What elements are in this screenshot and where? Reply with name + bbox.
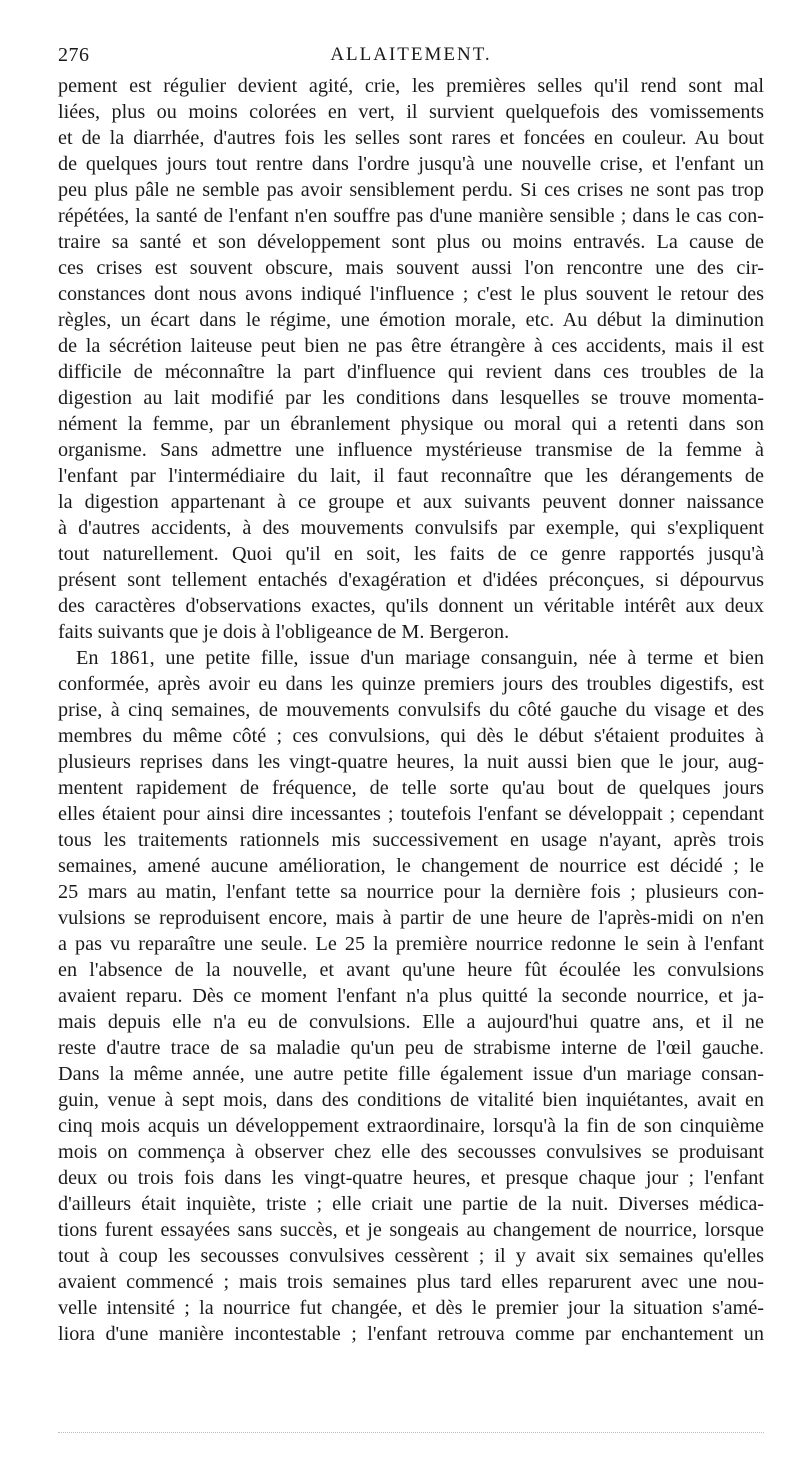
text-line: difficile de méconnaître la part d'influence qui revient dans ces troubles de la <box>58 361 764 383</box>
text-line: guin, venue à sept mois, dans des conditions de vitalité bien inquiétantes, avait en <box>58 1089 764 1111</box>
text-line: des caractères d'observations exactes, qu'ils donnent un véritable intérêt aux deux <box>58 595 764 617</box>
text-line: traire sa santé et son développement sont plus ou moins entravés. La cause de <box>58 231 764 253</box>
text-line: répétées, la santé de l'enfant n'en souffre pas d'une manière sensible ; dans le cas con- <box>58 205 764 227</box>
running-title: ALLAITEMENT. <box>330 44 492 65</box>
text-line: l'enfant par l'intermédiaire du lait, il faut reconnaître que les dérangements de <box>58 465 764 487</box>
text-line: velle intensité ; la nourrice fut changée, et dès le premier jour la situation s'amé- <box>58 1297 764 1319</box>
text-line: avaient commencé ; mais trois semaines plus tard elles reparurent avec une nou- <box>58 1271 764 1293</box>
text-line: mais depuis elle n'a eu de convulsions. Elle a aujourd'hui quatre ans, et il ne <box>58 1011 764 1033</box>
text-line: conformée, après avoir eu dans les quinze premiers jours des troubles digestifs, est <box>58 673 764 695</box>
text-line: elles étaient pour ainsi dire incessantes ; toutefois l'enfant se développait ; cependant <box>58 803 764 825</box>
text-line: tous les traitements rationnels mis successivement en usage n'ayant, après trois <box>58 829 764 851</box>
text-line: tout naturellement. Quoi qu'il en soit, les faits de ce genre rapportés jusqu'à <box>58 543 764 565</box>
running-head <box>58 40 764 70</box>
text-line: digestion au lait modifié par les conditions dans lesquelles se trouve momenta- <box>58 387 764 409</box>
text-line: de quelques jours tout rentre dans l'ordre jusqu'à une nouvelle crise, et l'enfant un <box>58 153 764 175</box>
text-line: avaient reparu. Dès ce moment l'enfant n'a plus quitté la seconde nourrice, et ja- <box>58 985 764 1007</box>
paragraph <box>58 645 764 1347</box>
text-line: présent sont tellement entachés d'exagération et d'idées préconçues, si dépourvus <box>58 569 764 591</box>
text-line: pement est régulier devient agité, crie, les premières selles qu'il rend sont mal <box>58 75 764 97</box>
text-line: deux ou trois fois dans les vingt-quatre heures, et presque chaque jour ; l'enfant <box>58 1167 764 1189</box>
text-line: peu plus pâle ne semble pas avoir sensiblement perdu. Si ces crises ne sont pas trop <box>58 179 764 201</box>
body-text <box>58 73 764 1347</box>
text-line: liora d'une manière incontestable ; l'enfant retrouva comme par enchantement un <box>58 1323 764 1345</box>
text-line: la digestion appartenant à ce groupe et aux suivants peuvent donner naissance <box>58 491 764 513</box>
text-line: semaines, amené aucune amélioration, le changement de nourrice est décidé ; le <box>58 855 764 877</box>
text-line: tions furent essayées sans succès, et je songeais au changement de nourrice, lorsque <box>58 1219 764 1241</box>
book-page <box>58 40 764 1347</box>
text-line: mois on commença à observer chez elle des secousses convulsives se produisant <box>58 1141 764 1163</box>
paragraph <box>58 73 764 645</box>
text-line: constances dont nous avons indiqué l'influence ; c'est le plus souvent le retour des <box>58 283 764 305</box>
text-line: en l'absence de la nouvelle, et avant qu'une heure fût écoulée les convulsions <box>58 959 764 981</box>
text-line: nément la femme, par un ébranlement physique ou moral qui a retenti dans son <box>58 413 764 435</box>
text-line: reste d'autre trace de sa maladie qu'un peu de strabisme interne de l'œil gauche. <box>58 1037 764 1059</box>
text-line: vulsions se reproduisent encore, mais à partir de une heure de l'après-midi on n'en <box>58 907 764 929</box>
text-line: tout à coup les secousses convulsives cessèrent ; il y avait six semaines qu'elles <box>58 1245 764 1267</box>
text-line: plusieurs reprises dans les vingt-quatre heures, la nuit aussi bien que le jour, aug- <box>58 751 764 773</box>
text-line: Dans la même année, une autre petite fille également issue d'un mariage consan- <box>58 1063 764 1085</box>
footer-rule <box>58 1432 764 1433</box>
page-number: 276 <box>58 44 90 66</box>
text-line: et de la diarrhée, d'autres fois les selles sont rares et foncées en couleur. Au bout <box>58 127 764 149</box>
text-line: 25 mars au matin, l'enfant tette sa nourrice pour la dernière fois ; plusieurs con- <box>58 881 764 903</box>
text-line: à d'autres accidents, à des mouvements convulsifs par exemple, qui s'expliquent <box>58 517 764 539</box>
text-line: ces crises est souvent obscure, mais souvent aussi l'on rencontre une des cir- <box>58 257 764 279</box>
text-line: règles, un écart dans le régime, une émotion morale, etc. Au début la diminution <box>58 309 764 331</box>
text-line: prise, à cinq semaines, de mouvements convulsifs du côté gauche du visage et des <box>58 699 764 721</box>
text-line: cinq mois acquis un développement extraordinaire, lorsqu'à la fin de son cinquième <box>58 1115 764 1137</box>
text-line: En 1861, une petite fille, issue d'un mariage consanguin, née à terme et bien <box>76 647 764 669</box>
text-line: mentent rapidement de fréquence, de telle sorte qu'au bout de quelques jours <box>58 777 764 799</box>
text-line: membres du même côté ; ces convulsions, qui dès le début s'étaient produites à <box>58 725 764 747</box>
text-line: liées, plus ou moins colorées en vert, il survient quelquefois des vomissements <box>58 101 764 123</box>
text-line: de la sécrétion laiteuse peut bien ne pas être étrangère à ces accidents, mais il est <box>58 335 764 357</box>
text-line: faits suivants que je dois à l'obligeance de M. Bergeron. <box>58 621 510 643</box>
text-line: a pas vu reparaître une seule. Le 25 la première nourrice redonne le sein à l'enfant <box>58 933 764 955</box>
text-line: organisme. Sans admettre une influence mystérieuse transmise de la femme à <box>58 439 764 461</box>
text-line: d'ailleurs était inquiète, triste ; elle criait une partie de la nuit. Diverses médica- <box>58 1193 764 1215</box>
